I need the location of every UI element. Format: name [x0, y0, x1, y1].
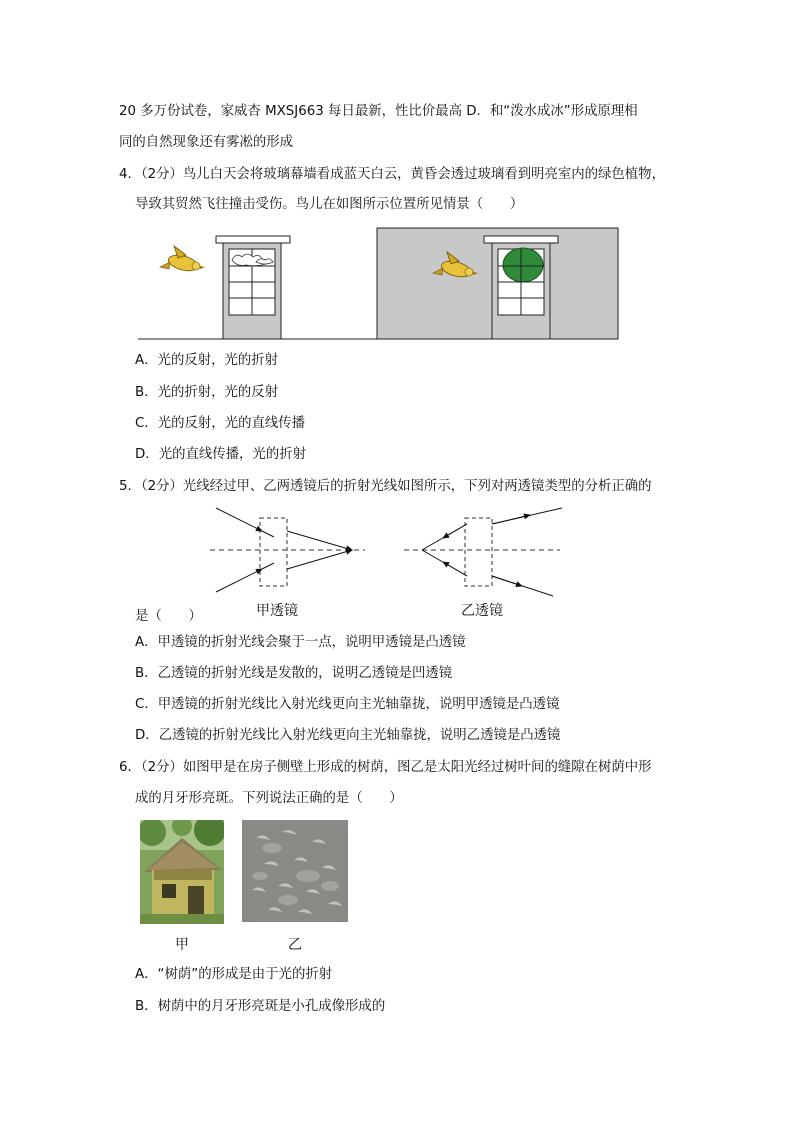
q4-option-a: A．光的反射，光的折射 [135, 353, 279, 368]
intro-line-2: 同的自然现象还有雾凇的形成 [119, 135, 294, 150]
q6-option-a: A．“树荫”的形成是由于光的折射 [135, 967, 333, 982]
q6-stem-line-1: 6．（2分）如图甲是在房子侧壁上形成的树荫，图乙是太阳光经过树叶间的缝隙在树荫中形 [119, 760, 652, 775]
left-bird [160, 246, 205, 274]
right-bird [433, 252, 478, 280]
q5-stem-line-1: 5．（2分）光线经过甲、乙两透镜后的折射光线如图所示，下列对两透镜类型的分析正确的 [119, 479, 652, 494]
q5-stem-line-2: 是（ ） [135, 609, 202, 624]
q5-option-a: A．甲透镜的折射光线会聚于一点，说明甲透镜是凸透镜 [135, 635, 466, 650]
q6-stem-line-2: 成的月牙形亮斑。下列说法正确的是（ ） [135, 791, 403, 806]
q4-stem-line-1: 4．（2分）鸟儿白天会将玻璃幕墙看成蓝天白云，黄昏会透过玻璃看到明亮室内的绿色植物， [119, 167, 665, 182]
q6-option-b: B．树荫中的月牙形亮斑是小孔成像形成的 [135, 999, 386, 1014]
left-window-scene [138, 236, 378, 339]
q4-stem-line-2: 导致其贸然飞往撞击受伤。鸟儿在如图所示位置所见情景（ ） [135, 197, 524, 212]
photo-jia-label: 甲 [175, 937, 189, 953]
q4-option-b: B．光的折射，光的反射 [135, 385, 279, 400]
q4-option-c: C．光的反射，光的直线传播 [135, 416, 306, 431]
photo-yi-label: 乙 [288, 937, 302, 953]
lens-yi-label: 乙透镜 [461, 603, 503, 619]
q5-option-d: D．乙透镜的折射光线比入射光线更向主光轴靠拢，说明乙透镜是凸透镜 [135, 728, 561, 743]
right-window-scene [377, 228, 618, 339]
q4-option-d: D．光的直线传播，光的折射 [135, 447, 306, 462]
q5-option-c: C．甲透镜的折射光线比入射光线更向主光轴靠拢，说明甲透镜是凸透镜 [135, 697, 560, 712]
photo-jia-hut [140, 820, 224, 924]
q5-option-b: B．乙透镜的折射光线是发散的，说明乙透镜是凹透镜 [135, 666, 453, 681]
photo-yi-crescent-spots [242, 820, 348, 922]
lens-jia-diagram [210, 508, 365, 592]
lens-jia-label: 甲透镜 [256, 603, 298, 619]
lens-yi-diagram [404, 508, 562, 596]
intro-line-1: 20 多万份试卷，家威杏 MXSJ663 每日最新，性比价最高 D．和“泼水成冰”形成原理相 [119, 104, 638, 119]
